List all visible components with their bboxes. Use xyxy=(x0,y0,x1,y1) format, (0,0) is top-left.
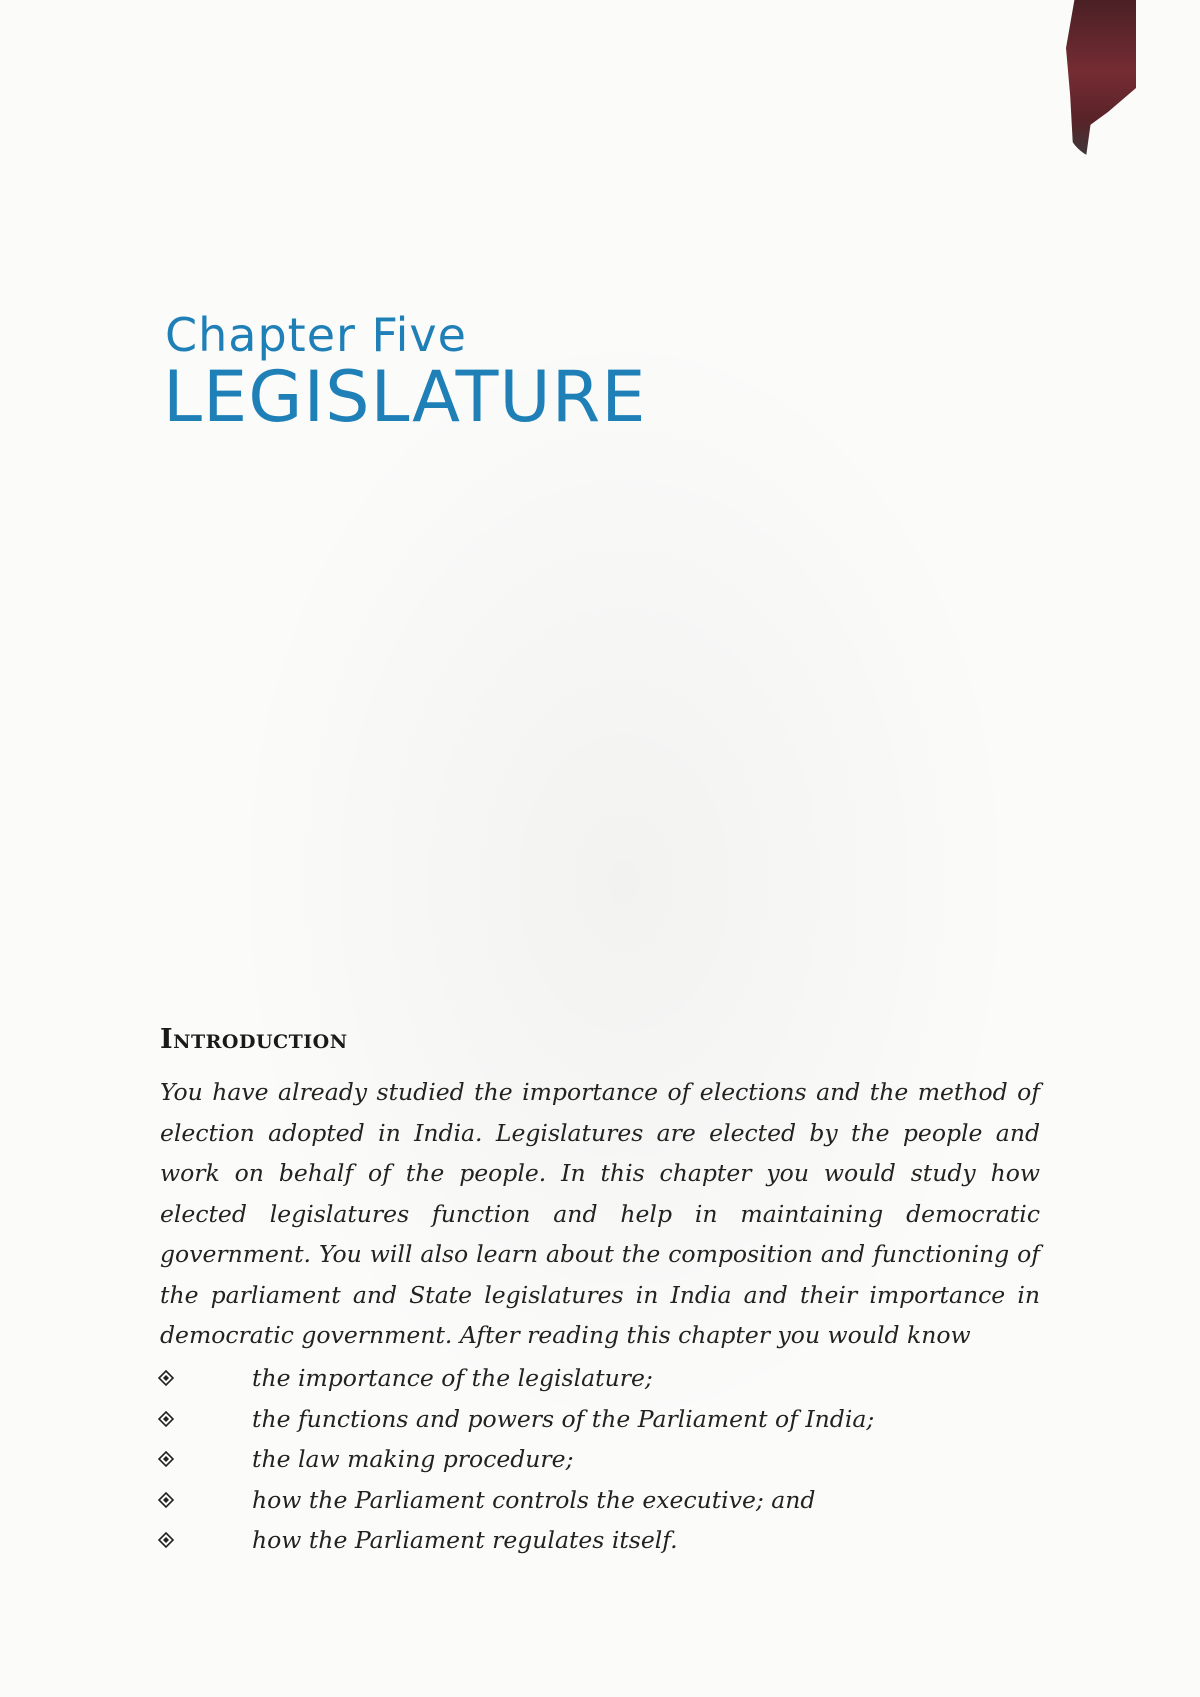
objective-text: the importance of the legislature; xyxy=(252,1364,653,1392)
scan-edge-mark xyxy=(1066,0,1136,160)
chapter-title: LEGISLATURE xyxy=(163,356,647,438)
introduction-paragraph: You have already studied the importance of elections and the method of election adopted in India. Legislatures are elected by the people and work on behalf of the people. In this chapter you would study how elected legislatures function and help in maintaining democratic government. You will also learn about the composition and functioning of the parliament and State legislatures in India and their importance in democratic government. After reading this chapter you would know xyxy=(160,1078,1040,1349)
diamond-bullet-icon xyxy=(158,1451,174,1467)
objective-text: the law making procedure; xyxy=(252,1445,574,1473)
diamond-bullet-icon xyxy=(158,1492,174,1508)
list-item xyxy=(158,1480,1038,1521)
list-item xyxy=(158,1520,1038,1561)
introduction-heading: Introduction xyxy=(160,1024,348,1055)
list-item xyxy=(158,1399,1038,1440)
diamond-bullet-icon xyxy=(158,1411,174,1427)
diamond-bullet-icon xyxy=(158,1370,174,1386)
list-item xyxy=(158,1439,1038,1480)
chapter-label: Chapter Five xyxy=(165,308,467,362)
diamond-bullet-icon xyxy=(158,1532,174,1548)
objective-text: how the Parliament regulates itself. xyxy=(252,1526,678,1554)
objective-text: how the Parliament controls the executive; and xyxy=(252,1485,816,1514)
list-item xyxy=(158,1358,1038,1399)
learning-objectives-list xyxy=(158,1358,1038,1561)
objective-text: the functions and powers of the Parliament of India; xyxy=(252,1404,875,1433)
